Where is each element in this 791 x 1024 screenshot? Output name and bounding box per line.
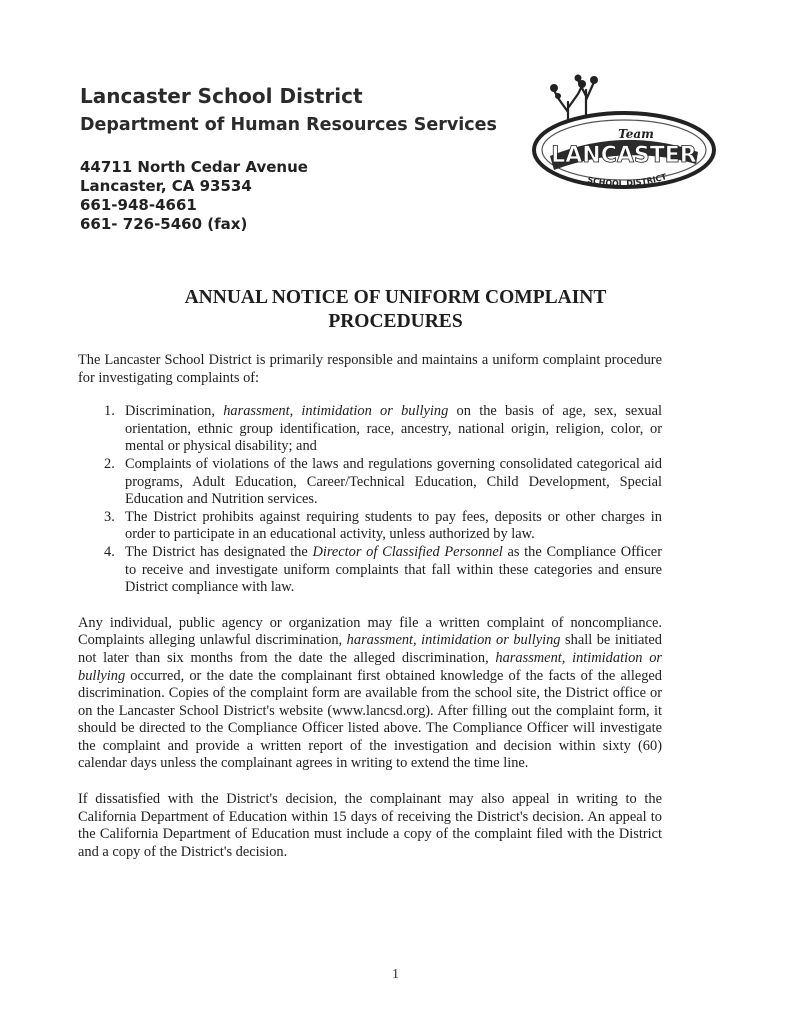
list-item-text: The District has designated the — [125, 543, 313, 560]
list-item-number: 3. — [104, 508, 115, 525]
list-item-number: 2. — [104, 455, 115, 472]
list-item-number: 1. — [104, 403, 115, 420]
joshua-tree-logo-icon — [528, 72, 720, 202]
filing-emphasis-2: harassment, intimidation or bullying — [78, 649, 662, 684]
list-item-text: Complaints of violations of the laws and regulations governing consolidated categorical aid programs, Adult Education, Career/Technical Education, Child Development, Special Education and Nutrition services. — [125, 455, 662, 508]
title-line-1: ANNUAL NOTICE OF UNIFORM COMPLAINT — [184, 287, 607, 308]
title-line-2: PROCEDURES — [328, 311, 463, 332]
street-address: 44711 North Cedar Avenue — [80, 158, 308, 176]
list-item — [78, 509, 662, 544]
phone-number: 661-948-4661 — [80, 196, 197, 214]
paragraph-spacer — [78, 773, 662, 791]
list-item-number: 4. — [104, 543, 115, 560]
filing-text-1: Any individual, public agency or organization may file a written complaint of noncompliance. Complaints alleging unlawful discrimination, — [78, 614, 662, 649]
list-item — [78, 456, 662, 509]
district-name: Lancaster School District — [80, 84, 363, 108]
list-item-text: The District prohibits against requiring students to pay fees, deposits or other charges in order to participate in an educational activity, unless authorized by law. — [125, 508, 662, 543]
list-item-text-continued: on the basis of age, sex, sexual orientation, ethnic group identification, race, ancestry, national origin, religion, color, or mental or physical disability; and — [125, 403, 662, 455]
page-number: 1 — [392, 967, 399, 982]
intro-paragraph: The Lancaster School District is primarily responsible and maintains a uniform complaint procedure for investigating complaints of: — [78, 352, 662, 386]
list-item-text-continued: as the Compliance Officer to receive and investigate uniform complaints that fall within these categories and ensure District compliance with law. — [125, 543, 662, 596]
fax-number: 661- 726-5460 (fax) — [80, 215, 248, 233]
filing-emphasis-1: harassment, intimidation or bullying — [346, 632, 561, 649]
letterhead — [80, 84, 510, 234]
city-state-zip: Lancaster, CA 93534 — [80, 177, 252, 195]
list-item-emphasis: Director of Classified Personnel — [312, 543, 503, 560]
appeal-paragraph: If dissatisfied with the District's decision, the complainant may also appeal in writing to the California Department of Education within 15 days of receiving the District's decision. An appeal to the California Department of Education must include a copy of the complaint filed with the District and a copy of the District's decision. — [78, 791, 662, 860]
list-item-text: Discrimination, — [125, 403, 224, 420]
document-title — [60, 286, 731, 334]
filing-paragraph — [78, 615, 662, 773]
list-item — [78, 403, 662, 456]
filing-text-3: occurred, or the date the complainant first obtained knowledge of the facts of the alleged discrimination. Copies of the complaint form are available from the school site, the District office or on the Lancaster School District's website (www.lancsd.org). After filling out the complaint form, it should be directed to the Compliance Officer listed above. The Compliance Officer will investigate the complaint and provide a written report of the investigation and decision within sixty (60) calendar days unless the complainant agrees in writing to extend the time line. — [78, 667, 662, 772]
filing-text-2: shall be initiated not later than six months from the date the alleged discrimination, — [78, 632, 662, 666]
complaint-categories-list — [78, 403, 662, 597]
department-name: Department of Human Resources Services — [80, 115, 497, 135]
logo-main-text: LANCASTER — [551, 143, 697, 168]
list-item — [78, 544, 662, 597]
logo-top-text: Team — [618, 127, 654, 141]
logo-bottom-text: SCHOOL DISTRICT — [586, 172, 668, 189]
list-item-emphasis: harassment, intimidation or bullying — [223, 403, 449, 420]
document-body — [78, 352, 662, 861]
